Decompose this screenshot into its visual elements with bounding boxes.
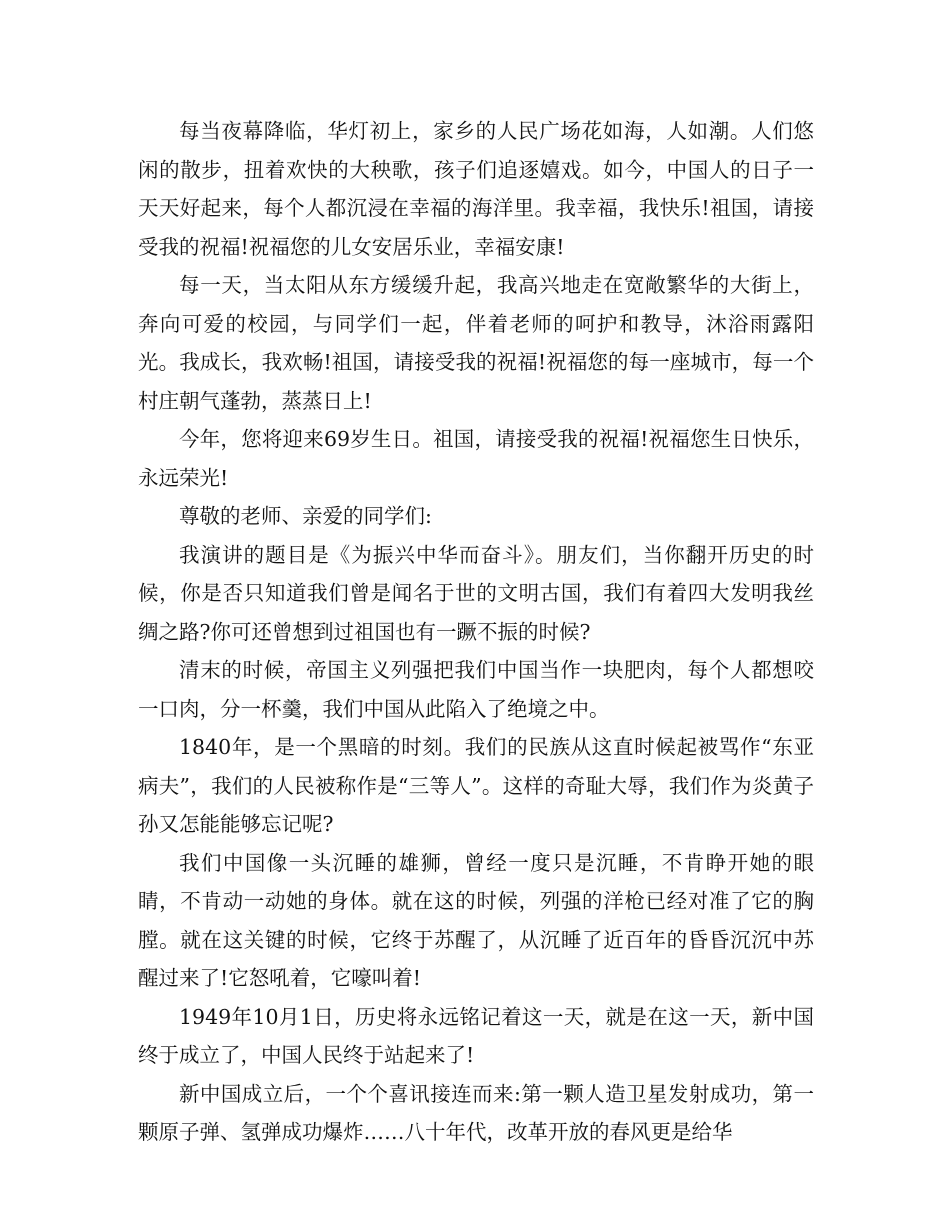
paragraph: 我演讲的题目是《为振兴中华而奋斗》。朋友们，当你翻开历史的时候，你是否只知道我们曾是闻名于世的文明古国，我们有着四大发明我丝绸之路?你可还曾想到过祖国也有一蹶不振的时候? [138, 542, 814, 644]
paragraph: 新中国成立后，一个个喜讯接连而来:第一颗人造卫星发射成功，第一颗原子弹、氢弹成功爆炸……八十年代，改革开放的春风更是给华 [138, 1081, 814, 1144]
paragraph: 尊敬的老师、亲爱的同学们: [179, 504, 432, 528]
paragraph: 我们中国像一头沉睡的雄狮，曾经一度只是沉睡，不肯睁开她的眼睛，不肯动一动她的身体。就在这的时候，列强的洋枪已经对准了它的胸膛。就在这关键的时候，它终于苏醒了，从沉睡了近百年的昏昏沉沉中苏醒过来了!它怒吼着，它嚎叫着! [138, 850, 814, 990]
paragraph: 1840年，是一个黑暗的时刻。我们的民族从这直时候起被骂作“东亚病夫”，我们的人民被称作是“三等人”。这样的奇耻大辱，我们作为炎黄子孙又怎能能够忘记呢? [138, 735, 814, 836]
paragraph: 每一天，当太阳从东方缓缓升起，我高兴地走在宽敞繁华的大街上，奔向可爱的校园，与同学们一起，伴着老师的呵护和教导，沐浴雨露阳光。我成长，我欢畅!祖国，请接受我的祝福!祝福您的每一座城市，每一个村庄朝气蓬勃，蒸蒸日上! [138, 273, 814, 413]
paragraph: 今年，您将迎来69岁生日。祖国，请接受我的祝福!祝福您生日快乐，永远荣光! [138, 427, 814, 490]
document-body [138, 112, 814, 1152]
paragraph: 1949年10月1日，历史将永远铭记着这一天，就是在这一天，新中国终于成立了，中国人民终于站起来了! [138, 1004, 814, 1067]
paragraph: 清末的时候，帝国主义列强把我们中国当作一块肥肉，每个人都想咬一口肉，分一杯羹，我们中国从此陷入了绝境之中。 [138, 658, 814, 721]
paragraph: 每当夜幕降临，华灯初上，家乡的人民广场花如海，人如潮。人们悠闲的散步，扭着欢快的大秧歌，孩子们追逐嬉戏。如今，中国人的日子一天天好起来，每个人都沉浸在幸福的海洋里。我幸福，我快乐!祖国，请接受我的祝福!祝福您的儿女安居乐业，幸福安康! [138, 119, 814, 259]
